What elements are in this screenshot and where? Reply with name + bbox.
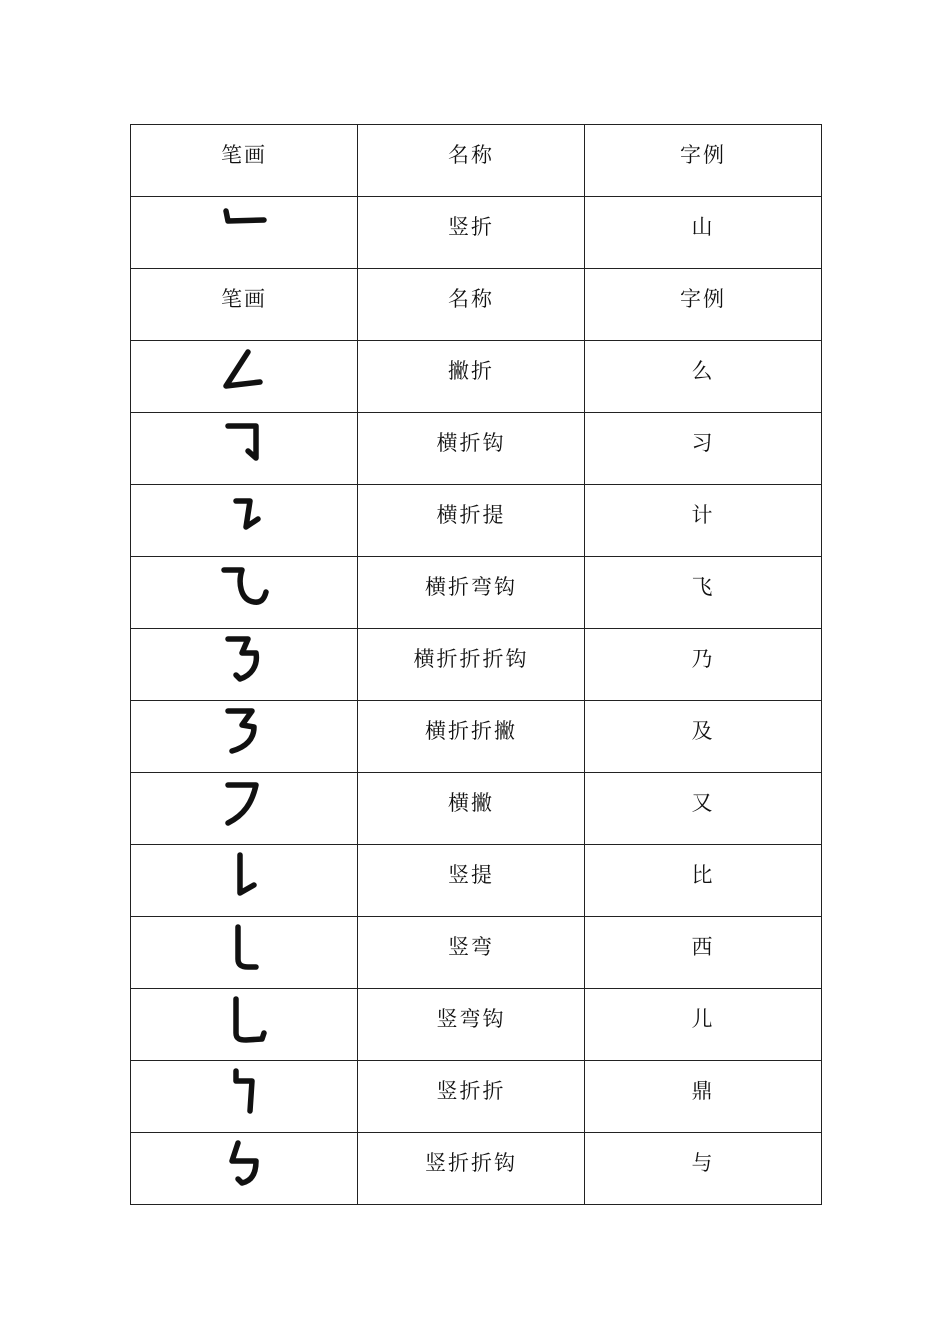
header-cell-example	[585, 125, 822, 197]
example-char: 儿	[691, 1006, 715, 1031]
header-cell-name	[358, 269, 585, 341]
table-row	[131, 341, 822, 413]
stroke-name: 竖提	[448, 862, 494, 887]
name-cell	[358, 557, 585, 629]
heng-zhe-zhe-pie-stroke-icon	[214, 705, 274, 757]
table-row	[131, 701, 822, 773]
shu-wan-stroke-icon	[214, 921, 274, 973]
stroke-name: 撇折	[448, 358, 494, 383]
table-header-row	[131, 125, 822, 197]
heng-zhe-zhe-zhe-gou-stroke-icon	[214, 633, 274, 685]
stroke-cell	[131, 989, 358, 1061]
stroke-name: 竖折折	[436, 1078, 506, 1103]
example-cell	[585, 413, 822, 485]
example-cell	[585, 989, 822, 1061]
example-char: 比	[691, 862, 715, 887]
name-cell	[358, 341, 585, 413]
name-cell	[358, 485, 585, 557]
stroke-name: 竖折	[448, 214, 494, 239]
name-cell	[358, 701, 585, 773]
example-char: 与	[691, 1150, 715, 1175]
heng-zhe-gou-stroke-icon	[214, 418, 274, 468]
header-label-stroke: 笔画	[221, 142, 267, 167]
stroke-cell	[131, 341, 358, 413]
table-row	[131, 917, 822, 989]
stroke-table	[130, 124, 822, 1205]
header-label-name: 名称	[448, 142, 494, 167]
example-char: 么	[691, 358, 715, 383]
table-row	[131, 1061, 822, 1133]
example-cell	[585, 773, 822, 845]
name-cell	[358, 773, 585, 845]
table-row	[131, 197, 822, 269]
heng-zhe-ti-stroke-icon	[214, 493, 274, 537]
example-char: 计	[691, 502, 715, 527]
example-char: 习	[691, 430, 715, 455]
stroke-name: 竖弯钩	[436, 1006, 506, 1031]
table-row	[131, 557, 822, 629]
stroke-cell	[131, 197, 358, 269]
table-row	[131, 485, 822, 557]
stroke-cell	[131, 557, 358, 629]
example-cell	[585, 1061, 822, 1133]
header-cell-stroke	[131, 125, 358, 197]
stroke-cell	[131, 701, 358, 773]
header-label-stroke: 笔画	[221, 286, 267, 311]
name-cell	[358, 629, 585, 701]
table-row	[131, 413, 822, 485]
stroke-cell	[131, 1133, 358, 1205]
heng-pie-stroke-icon	[214, 777, 274, 829]
example-cell	[585, 485, 822, 557]
example-char: 鼎	[691, 1078, 715, 1103]
example-cell	[585, 845, 822, 917]
example-cell	[585, 917, 822, 989]
table-row	[131, 845, 822, 917]
shu-zhe-zhe-stroke-icon	[214, 1065, 274, 1117]
stroke-name: 横撇	[448, 790, 494, 815]
header-label-example: 字例	[680, 142, 726, 167]
table-row	[131, 773, 822, 845]
example-char: 乃	[691, 646, 715, 671]
stroke-name: 竖折折钩	[425, 1150, 517, 1175]
table-row	[131, 1133, 822, 1205]
stroke-cell	[131, 629, 358, 701]
shu-ti-stroke-icon	[214, 849, 274, 901]
table-row	[131, 989, 822, 1061]
stroke-name: 横折提	[436, 502, 506, 527]
stroke-cell	[131, 1061, 358, 1133]
shu-zhe-zhe-gou-stroke-icon	[214, 1137, 274, 1189]
name-cell	[358, 917, 585, 989]
header-label-example: 字例	[680, 286, 726, 311]
stroke-cell	[131, 845, 358, 917]
name-cell	[358, 1061, 585, 1133]
name-cell	[358, 197, 585, 269]
stroke-cell	[131, 917, 358, 989]
header-cell-stroke	[131, 269, 358, 341]
pie-zhe-stroke-icon	[214, 346, 274, 396]
example-cell	[585, 197, 822, 269]
table-header-row	[131, 269, 822, 341]
example-cell	[585, 701, 822, 773]
stroke-cell	[131, 773, 358, 845]
example-char: 又	[691, 790, 715, 815]
stroke-name: 横折钩	[436, 430, 506, 455]
example-char: 飞	[691, 574, 715, 599]
shu-wan-gou-stroke-icon	[214, 993, 274, 1045]
example-char: 西	[691, 934, 715, 959]
heng-zhe-wan-gou-stroke-icon	[214, 562, 274, 612]
stroke-name: 横折弯钩	[425, 574, 517, 599]
example-cell	[585, 1133, 822, 1205]
name-cell	[358, 845, 585, 917]
header-cell-example	[585, 269, 822, 341]
stroke-cell	[131, 413, 358, 485]
example-cell	[585, 629, 822, 701]
stroke-name: 横折折折钩	[413, 646, 529, 671]
stroke-name: 横折折撇	[425, 718, 517, 743]
shu-zhe-stroke-icon	[214, 207, 274, 247]
name-cell	[358, 413, 585, 485]
name-cell	[358, 989, 585, 1061]
example-char: 及	[691, 718, 715, 743]
header-cell-name	[358, 125, 585, 197]
table-row	[131, 629, 822, 701]
example-cell	[585, 557, 822, 629]
example-cell	[585, 341, 822, 413]
stroke-cell	[131, 485, 358, 557]
stroke-name: 竖弯	[448, 934, 494, 959]
example-char: 山	[691, 214, 715, 239]
header-label-name: 名称	[448, 286, 494, 311]
name-cell	[358, 1133, 585, 1205]
